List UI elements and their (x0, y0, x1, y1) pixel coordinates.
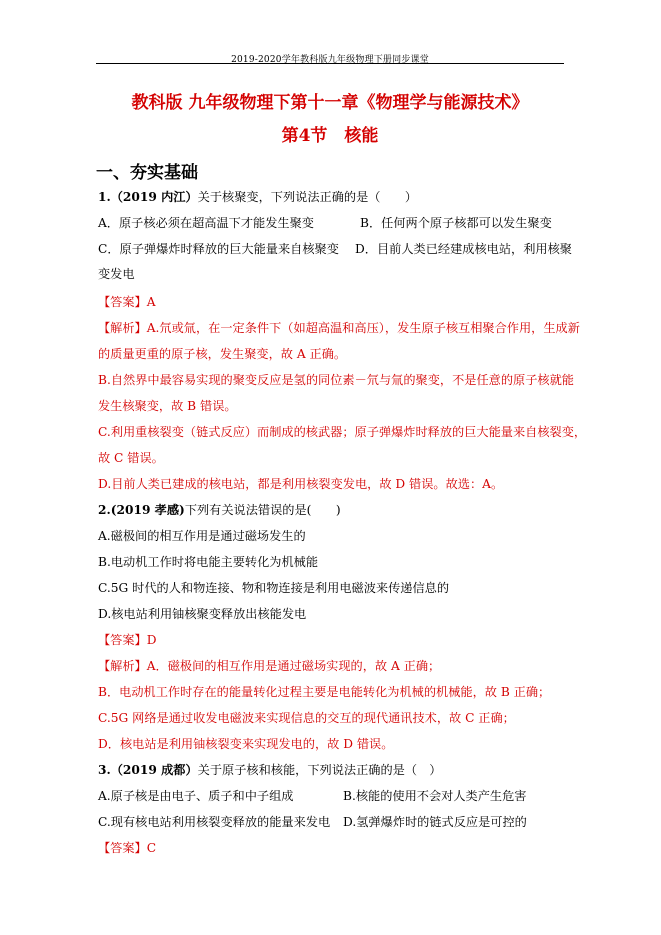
question-1-analysis-line: 的质量更重的原子核，发生聚变，故 A 正确。 (98, 347, 347, 361)
question-1-analysis-line: B.自然界中最容易实现的聚变反应是氢的同位素－氘与氚的聚变，不是任意的原子核就能 (98, 373, 574, 387)
question-number: 2. (98, 503, 111, 517)
question-1-option-b: B．任何两个原子核都可以发生聚变 (360, 216, 552, 230)
question-2-option-c: C.5G 时代的人和物连接、物和物连接是利用电磁波来传递信息的 (98, 581, 450, 595)
question-1-analysis-line: C.利用重核裂变（链式反应）而制成的核武器；原子弹爆炸时释放的巨大能量来自核裂变， (98, 425, 587, 439)
analysis-text: A.氘或氚，在一定条件下（如超高温和高压），发生原子核互相聚合作用，生成新 (146, 321, 580, 335)
question-2-analysis-line (98, 658, 440, 674)
question-1-option-d: D．目前人类已经建成核电站，利用核聚 (355, 242, 572, 256)
header-divider (96, 63, 564, 64)
answer-label: 【答案】 (98, 841, 147, 855)
answer-value: D (146, 633, 157, 647)
question-2-option-a: A.磁极间的相互作用是通过磁场发生的 (98, 529, 306, 543)
question-1-option-d-cont: 变发电 (98, 267, 135, 281)
question-2-analysis-line: B．电动机工作时存在的能量转化过程主要是电能转化为机械的机械能，故 B 正确； (98, 685, 551, 699)
question-3-option-c: C.现有核电站利用核裂变释放的能量来发电 (98, 815, 331, 829)
question-3-option-b: B.核能的使用不会对人类产生危害 (343, 789, 527, 803)
question-1-analysis-line: 发生核聚变，故 B 错误。 (98, 399, 237, 413)
analysis-text: A．磁极间的相互作用是通过磁场实现的，故 A 正确； (146, 659, 441, 673)
answer-value: A (146, 295, 156, 309)
question-number: 1. (98, 190, 111, 204)
section-heading: 一、夯实基础 (96, 163, 198, 183)
question-stem: 关于原子核和核能，下列说法正确的是（ ） (197, 763, 442, 777)
question-2-analysis-line: C.5G 网络是通过收发电磁波来实现信息的交互的现代通讯技术，故 C 正确； (98, 711, 515, 725)
question-source: (2019 孝感) (110, 503, 185, 517)
question-1-analysis-line: D.目前人类已建成的核电站，都是利用核裂变发电，故 D 错误。故选：A。 (98, 477, 504, 491)
question-stem: 关于核聚变，下列说法正确的是（ ） (197, 190, 418, 204)
document-title: 教科版 九年级物理下第十一章《物理学与能源技术》 (131, 93, 529, 113)
analysis-label: 【解析】 (98, 321, 147, 335)
question-2-option-b: B.电动机工作时将电能主要转化为机械能 (98, 555, 319, 569)
question-1-stem-line (98, 189, 417, 205)
question-number: 3. (98, 763, 111, 777)
answer-label: 【答案】 (98, 295, 147, 309)
page-header: 2019-2020学年教科版九年级物理下册同步课堂 (231, 55, 429, 65)
question-2-analysis-line: D．核电站是利用铀核裂变来实现发电的，故 D 错误。 (98, 737, 394, 751)
question-1-analysis-line (98, 320, 580, 336)
question-2-option-d: D.核电站利用铀核聚变释放出核能发电 (98, 607, 307, 621)
question-source: （2019 成都） (110, 763, 198, 777)
question-3-option-a: A.原子核是由电子、质子和中子组成 (98, 789, 294, 803)
question-2-stem-line (98, 502, 341, 518)
section-subtitle: 第4节 核能 (281, 126, 379, 146)
answer-value: C (146, 841, 157, 855)
question-1-option-a: A．原子核必须在超高温下才能发生聚变 (98, 216, 314, 230)
question-1-option-c: C．原子弹爆炸时释放的巨大能量来自核聚变 (98, 242, 339, 256)
question-3-stem-line (98, 762, 441, 778)
answer-label: 【答案】 (98, 633, 147, 647)
question-2-answer (98, 632, 157, 648)
analysis-label: 【解析】 (98, 659, 147, 673)
question-stem: 下列有关说法错误的是( ) (184, 503, 341, 517)
question-3-option-d: D.氢弹爆炸时的链式反应是可控的 (343, 815, 527, 829)
question-source: （2019 内江） (110, 190, 198, 204)
question-3-answer (98, 840, 156, 856)
question-1-answer (98, 294, 156, 310)
question-1-analysis-line: 故 C 错误。 (98, 451, 164, 465)
